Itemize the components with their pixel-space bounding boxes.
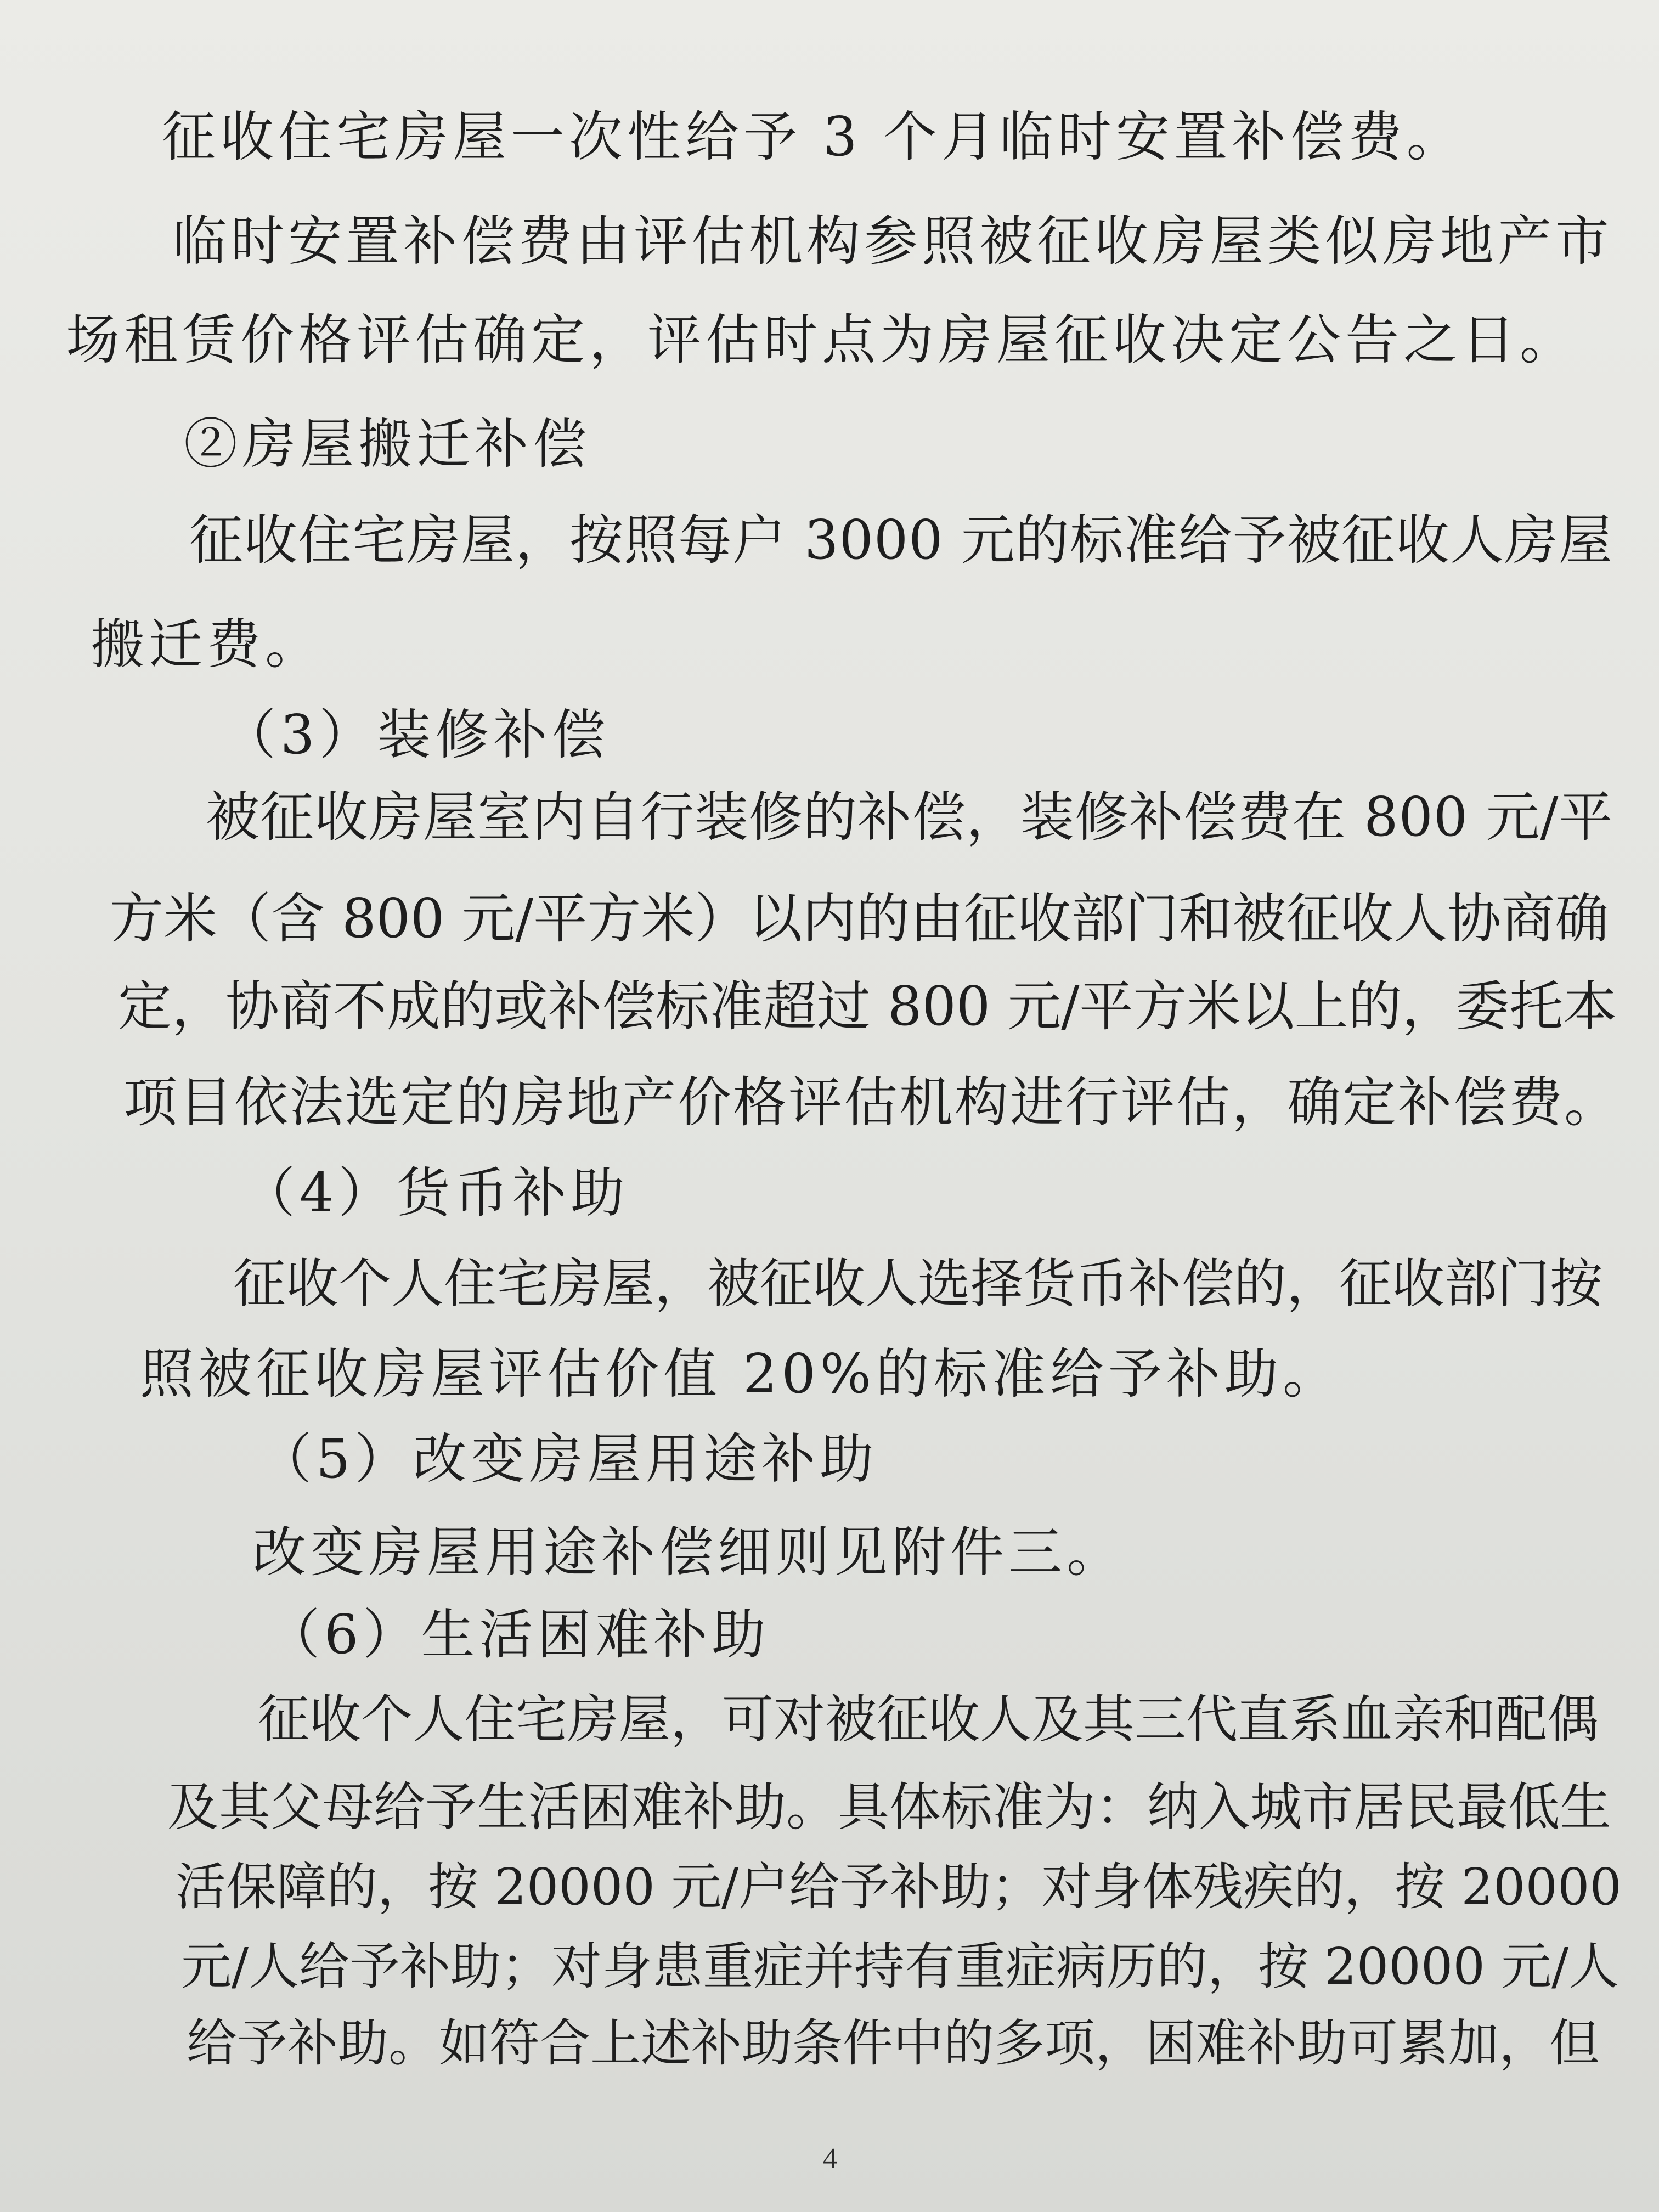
text-line: 照被征收房屋评估价值 20%的标准给予补助。 [140,1343,1341,1406]
text-line: 给予补助。如符合上述补助条件中的多项，困难补助可累加，但 [187,2014,1600,2073]
section-heading: （4）货币补助 [241,1162,629,1224]
text-line: 及其父母给予生活困难补助。具体标准为：纳入城市居民最低生 [167,1778,1612,1837]
text-line: 定，协商不成的或补偿标准超过 800 元/平方米以上的，委托本 [118,975,1617,1038]
text-line: 征收个人住宅房屋，可对被征收人及其三代直系血亲和配偶 [258,1690,1599,1750]
section-heading: （3）装修补偿 [222,704,610,766]
text-line: 被征收房屋室内自行装修的补偿，装修补偿费在 800 元/平 [206,786,1613,849]
text-line: 元/人给予补助；对身患重症并持有重症病历的，按 20000 元/人 [181,1937,1620,1996]
text-line: 搬迁费。 [91,613,324,676]
text-line: 方米（含 800 元/平方米）以内的由征收部门和被征收人协商确 [110,888,1609,950]
text-line: 临时安置补偿费由评估机构参照被征收房屋类似房地产市 [173,210,1613,273]
section-heading: （6）生活困难补助 [266,1604,770,1666]
text-line: 场租赁价格评估确定，评估时点为房屋征收决定公告之日。 [66,309,1578,371]
text-line: 征收个人住宅房屋，被征收人选择货币补偿的，征收部门按 [233,1253,1602,1314]
section-heading: ②房屋搬迁补偿 [184,413,591,476]
text-line: 征收住宅房屋，按照每户 3000 元的标准给予被征收人房屋 [189,509,1613,572]
text-line: 项目依法选定的房地产价格评估机构进行评估，确定补偿费。 [123,1071,1620,1134]
text-line: 征收住宅房屋一次性给予 3 个月临时安置补偿费。 [162,106,1465,168]
text-line: 活保障的，按 20000 元/户给予补助；对身体残疾的，按 20000 [176,1858,1622,1916]
page-number: 4 [823,2143,837,2174]
text-line: 改变房屋用途补偿细则见附件三。 [252,1521,1125,1584]
section-heading: （5）改变房屋用途补助 [258,1428,878,1491]
